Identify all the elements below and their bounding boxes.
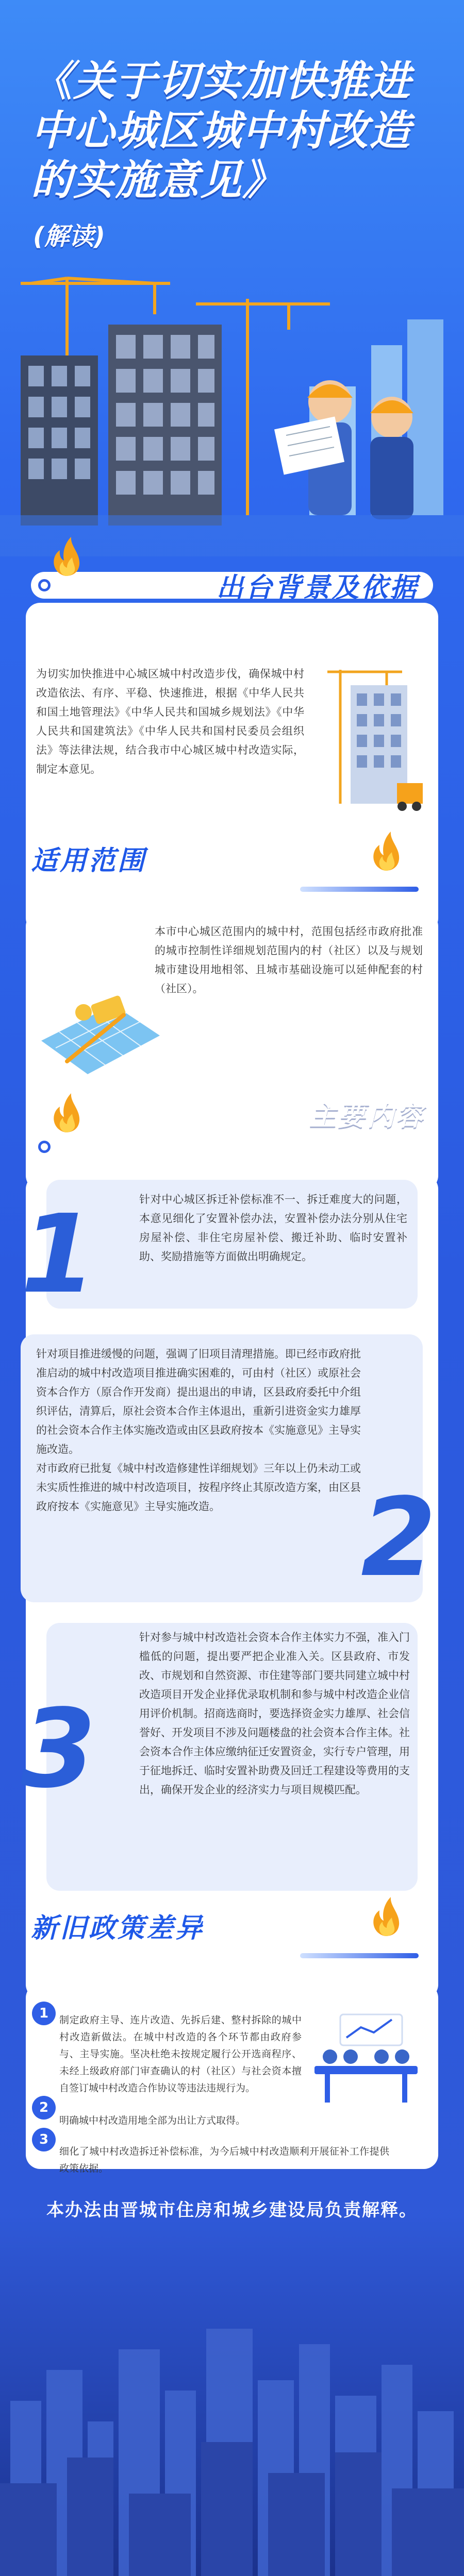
flame-icon <box>47 1092 84 1133</box>
section-title-background: 出台背景及依据 <box>217 572 419 603</box>
flame-icon <box>47 536 84 577</box>
item-number-3: 3 <box>21 1686 96 1812</box>
meeting-illustration <box>309 2009 423 2107</box>
workers-icon <box>274 380 413 519</box>
construction-illustration <box>0 268 464 556</box>
diff-text-1: 制定政府主导、连片改造、先拆后建、整村拆除的城中村改造新做法。在城中村改造的各个环节都由政府参与、主导实施。坚决杜绝未按规定履行公开选商程序、未经上级政府部门审查确认的村（社区）与社会资本擅自签订城中村改造合作协议等违法违规行为。 <box>59 2014 302 2094</box>
diff-text-2: 明确城中村改造用地全部为出让方式取得。 <box>59 2115 246 2126</box>
city-skyline-illustration <box>0 2287 464 2576</box>
item-text-1: 针对中心城区拆迁补偿标准不一、拆迁难度大的问题，本意见细化了安置补偿办法，安置补偿办法分别从住宅房屋补偿、非住宅房屋补偿、搬迁补助、临时安置补助、奖励措施等方面做出明确规定。 <box>139 1193 407 1263</box>
building-illustration <box>325 665 428 814</box>
pill-dot-icon <box>38 579 51 591</box>
title-line-1: 《关于切实加快推进 <box>31 57 411 105</box>
pill-dot-icon <box>38 1141 51 1153</box>
diff-badge-3: 3 <box>32 2128 56 2151</box>
section-title-content: 主要内容 <box>309 1101 425 1132</box>
flame-icon <box>367 831 403 872</box>
section-title-scope: 适用范围 <box>31 845 147 876</box>
page-title <box>31 57 433 205</box>
section-body-scope: 本市中心城区范围内的城中村，范围包括经市政府批准的城市控制性详细规划范围内的村（社区）以及与规划城市建设用地相邻、且城市基础设施可以延伸配套的村（社区）。 <box>155 925 423 995</box>
item-text-2: 针对项目推进缓慢的问题，强调了旧项目清理措施。即已经市政府批准启动的城中村改造项目推进确实困难的，可由村（社区）或原社会资本合作方（原合作开发商）提出退出的申请，区县政府委托中介组织评估，清算后，原社会资本合作主体退出，重新引进资金实力雄厚的社会资本合作主体实施改造或由区县政府按本《实施意见》主导实施改造。 对市政府已批复《城中村改造修建性详细规划》三年以上仍未动工或未实质性推进的城中村改造项目，按程序终止其原改造方案，由区县政府按本《实施意见》主导实施改造。 <box>36 1348 361 1513</box>
footer-note: 本办法由晋城市住房和城乡建设局负责解释。 <box>46 2200 418 2221</box>
section-title-diff: 新旧政策差异 <box>31 1913 205 1944</box>
diff-text-3: 细化了城中村改造拆迁补偿标准，为今后城中村改造顺利开展征补工作提供政策依据。 <box>59 2146 389 2174</box>
section-header-pill <box>31 1942 433 1969</box>
section-body-background: 为切实加快推进中心城区城中村改造步伐，确保城中村改造依法、有序、平稳、快速推进，根据《中华人民共和国土地管理法》《中华人民共和国城乡规划法》《中华人民共和国建筑法》《中华人民共和国村民委员会组织法》等法律法规，结合我市中心城区城中村改造实际，制定本意见。 <box>36 668 304 775</box>
blueprint-illustration <box>36 984 165 1082</box>
pill-bar <box>300 1953 419 1958</box>
section-header-pill <box>31 876 433 903</box>
flame-icon <box>367 1896 403 1937</box>
item-number-1: 1 <box>21 1191 96 1317</box>
page-subtitle: (解读) <box>33 222 105 251</box>
pill-bar <box>300 887 419 892</box>
building-frame-left <box>21 355 98 526</box>
building-frame-right <box>108 325 222 526</box>
section-header-pill <box>31 1133 433 1160</box>
item-text-3: 针对参与城中村改造社会资本合作主体实力不强，准入门槛低的问题，提出要严把企业准入关。区县政府、市发改、市规划和自然资源、市住建等部门要共同建立城中村改造项目开发企业择优录取机制和参与城中村改造企业信用评价机制。招商选商时，要选择资金实力雄厚、社会信誉好、开发项目不涉及问题楼盘的社会资本合作主体。社会资本合作主体应缴纳征迁安置资金，实行专户管理，用于征地拆迁、临时安置补助费及回迁工程建设等费用的支出，确保开发企业的经济实力与项目规模匹配。 <box>139 1631 410 1796</box>
diff-badge-2: 2 <box>32 2096 56 2120</box>
title-line-3: 的实施意见》 <box>31 156 285 204</box>
diff-badge-1: 1 <box>32 2002 56 2025</box>
title-line-2: 中心城区城中村改造 <box>31 107 411 155</box>
item-number-2: 2 <box>361 1475 437 1601</box>
